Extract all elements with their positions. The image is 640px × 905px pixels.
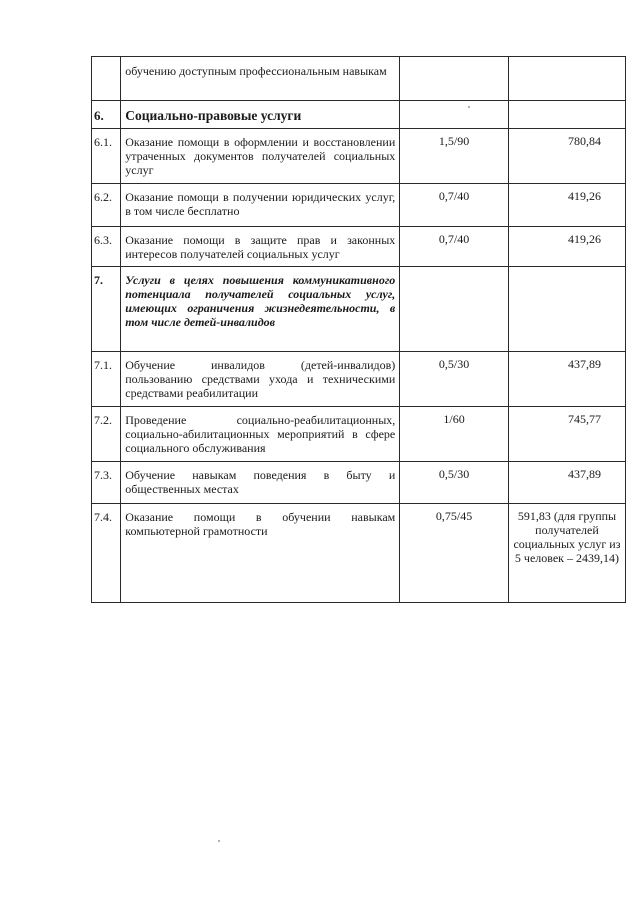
section-title: Услуги в целях повышения коммуникативного потенциала получателей социальных услуг, имеющих ограничения жизнедеятельности, в том числе детей-инвалидов <box>121 267 400 352</box>
service-name: обучению доступным профессиональным навыкам <box>121 57 400 101</box>
service-name: Оказание помощи в получении юридических услуг, в том числе бесплатно <box>121 184 400 227</box>
table-row <box>92 57 626 101</box>
service-price: 419,26 <box>508 184 625 227</box>
time-norm: 1/60 <box>400 407 509 462</box>
service-name: Оказание помощи в оформлении и восстановлении утраченных документов получателей социальных услуг <box>121 129 400 184</box>
time-norm: 1,5/90 <box>400 129 509 184</box>
row-number: 6.2. <box>92 184 121 227</box>
time-norm: 0,7/40 <box>400 227 509 267</box>
time-norm: 0,75/45 <box>400 504 509 603</box>
row-number <box>92 57 121 101</box>
section-header-row <box>92 101 626 129</box>
service-name: Обучение навыкам поведения в быту и общественных местах <box>121 462 400 504</box>
time-norm <box>400 101 509 129</box>
service-price: 437,89 <box>508 462 625 504</box>
time-norm: 0,5/30 <box>400 352 509 407</box>
table-row <box>92 227 626 267</box>
table-row <box>92 462 626 504</box>
time-norm: 0,7/40 <box>400 184 509 227</box>
row-number: 7.2. <box>92 407 121 462</box>
service-price <box>508 101 625 129</box>
service-price: 419,26 <box>508 227 625 267</box>
time-norm: 0,5/30 <box>400 462 509 504</box>
service-name: Оказание помощи в обучении навыкам компьютерной грамотности <box>121 504 400 603</box>
table-row <box>92 129 626 184</box>
services-table <box>91 56 626 603</box>
service-name: Проведение социально-реабилитационных, социально-абилитационных мероприятий в сфере социального обслуживания <box>121 407 400 462</box>
service-price: 591,83 (для группы получателей социальных услуг из 5 человек – 2439,14) <box>508 504 625 603</box>
row-number: 7.4. <box>92 504 121 603</box>
table-row <box>92 352 626 407</box>
service-price: 745,77 <box>508 407 625 462</box>
service-price: 437,89 <box>508 352 625 407</box>
scan-speck <box>218 840 220 842</box>
time-norm <box>400 267 509 352</box>
table-row <box>92 407 626 462</box>
service-price: 780,84 <box>508 129 625 184</box>
row-number: 6.1. <box>92 129 121 184</box>
table-row <box>92 184 626 227</box>
service-name: Оказание помощи в защите прав и законных интересов получателей социальных услуг <box>121 227 400 267</box>
scan-speck <box>468 106 470 108</box>
table-row <box>92 504 626 603</box>
row-number: 7.3. <box>92 462 121 504</box>
row-number: 6.3. <box>92 227 121 267</box>
section-number: 6. <box>92 101 121 129</box>
service-price <box>508 57 625 101</box>
time-norm <box>400 57 509 101</box>
row-number: 7.1. <box>92 352 121 407</box>
service-price <box>508 267 625 352</box>
section-title: Социально-правовые услуги <box>121 101 400 129</box>
section-header-row <box>92 267 626 352</box>
section-number: 7. <box>92 267 121 352</box>
service-name: Обучение инвалидов (детей-инвалидов) пользованию средствами ухода и техническими средствами реабилитации <box>121 352 400 407</box>
